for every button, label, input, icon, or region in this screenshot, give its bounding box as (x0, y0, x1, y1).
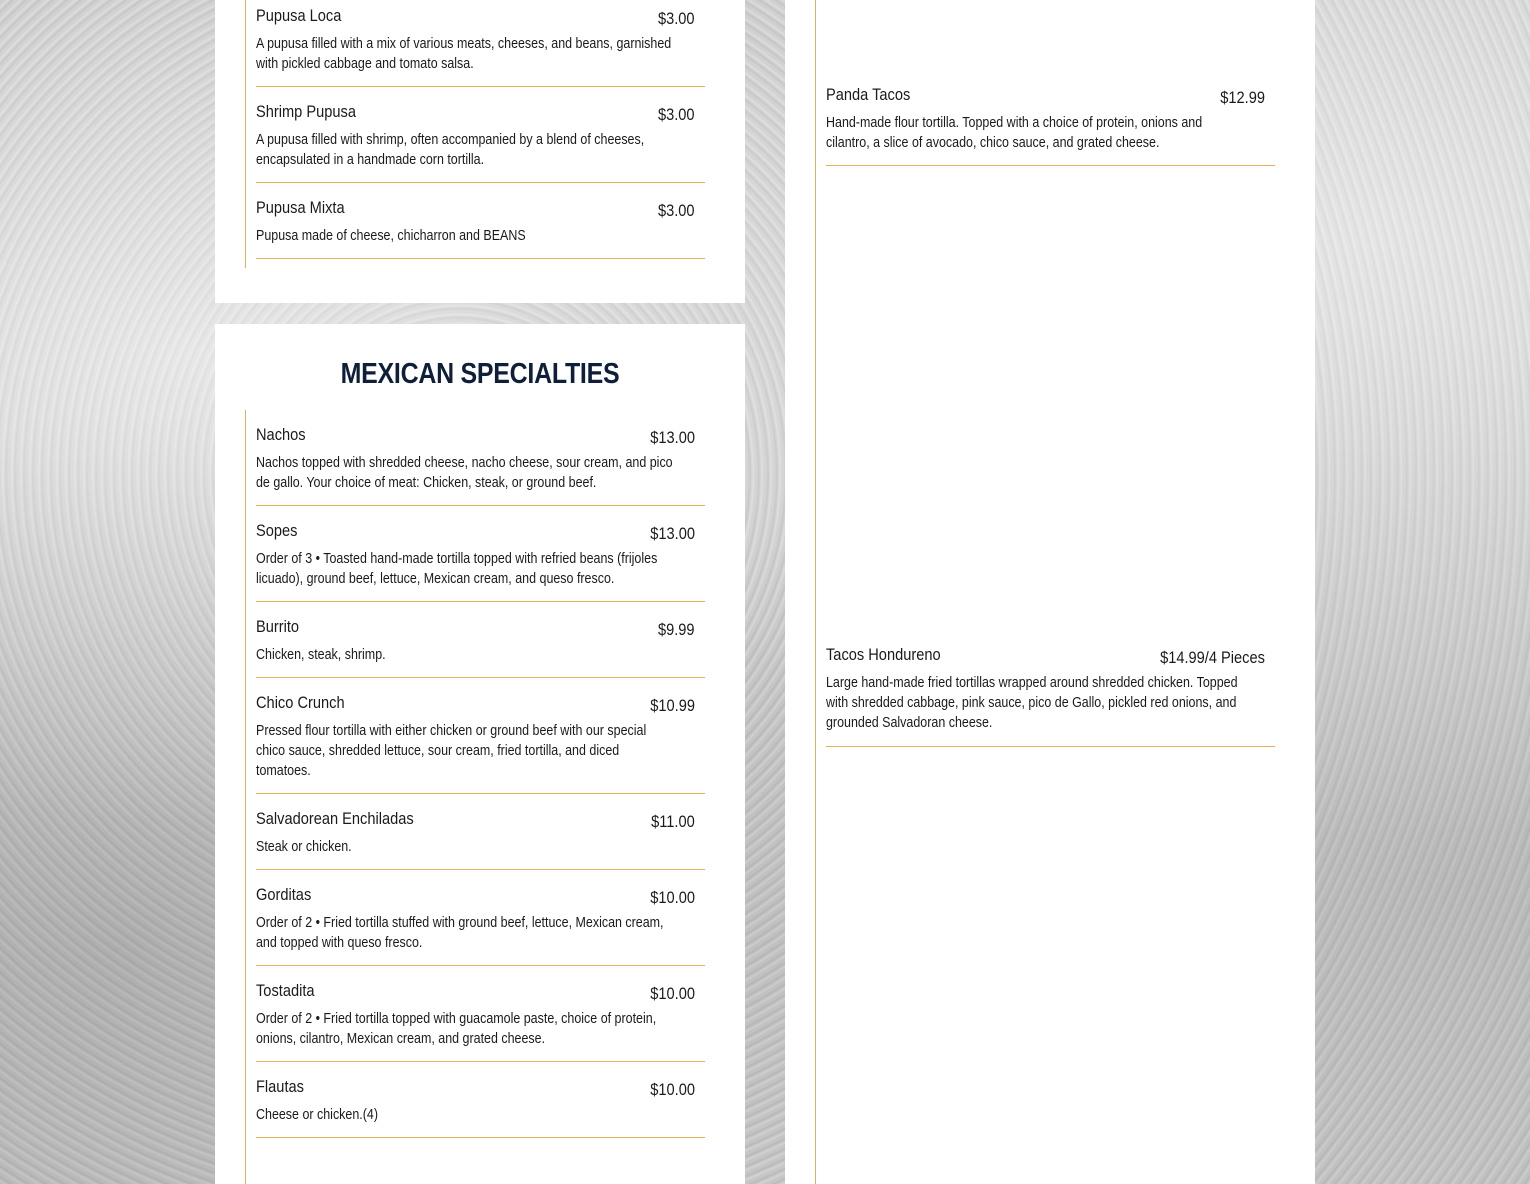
item-name: Salvadorean Enchiladas (256, 809, 414, 828)
menu-item-shrimp-pupusa[interactable] (256, 102, 705, 183)
section-divider-line (815, 0, 816, 1184)
item-name: Shrimp Pupusa (256, 102, 356, 121)
menu-item-flautas[interactable] (256, 1077, 705, 1138)
item-price: $3.00 (658, 105, 695, 124)
item-description: Order of 2 • Fried tortilla topped with guacamole paste, choice of protein, onions, cilantro, Mexican cream, and grated cheese. (256, 1011, 657, 1047)
item-description: Hand-made flour tortilla. Topped with a choice of protein, onions and cilantro, a slice of avocado, chico sauce, and grated cheese. (826, 115, 1203, 151)
item-name: Pupusa Loca (256, 6, 342, 25)
item-description: Order of 3 • Toasted hand-made tortilla topped with refried beans (frijoles licuado), ground beef, lettuce, Mexican cream, and queso fresco. (256, 551, 658, 587)
item-name: Burrito (256, 617, 300, 636)
menu-item-pupusa-loca[interactable] (256, 6, 705, 87)
item-price: $10.00 (650, 984, 695, 1003)
item-description: Order of 2 • Fried tortilla stuffed with ground beef, lettuce, Mexican cream, and topped with queso fresco. (256, 915, 664, 951)
item-price: $13.00 (650, 428, 695, 447)
item-description: Chicken, steak, shrimp. (256, 647, 386, 663)
item-description: A pupusa filled with shrimp, often accompanied by a blend of cheeses, encapsulated in a handmade corn tortilla. (256, 132, 645, 168)
item-name: Flautas (256, 1077, 304, 1096)
item-description: Pupusa made of cheese, chicharron and BEANS (256, 228, 526, 244)
mexican-specialties-section (215, 324, 745, 1184)
menu-item-pupusa-mixta[interactable] (256, 198, 705, 259)
item-description: A pupusa filled with a mix of various meats, cheeses, and beans, garnished with pickled cabbage and tomato salsa. (256, 36, 672, 72)
item-description: Cheese or chicken.(4) (256, 1107, 378, 1123)
item-description: Steak or chicken. (256, 839, 352, 855)
item-name: Sopes (256, 521, 298, 540)
pupusas-section (215, 0, 745, 303)
item-name: Tacos Hondureno (826, 645, 941, 664)
menu-item-nachos[interactable] (256, 425, 705, 506)
menu-item-tacos-hondureno[interactable] (826, 645, 1275, 747)
item-name: Pupusa Mixta (256, 198, 345, 217)
item-name: Chico Crunch (256, 693, 345, 712)
item-price: $13.00 (650, 524, 695, 543)
menu-item-salvadorean-enchiladas[interactable] (256, 809, 705, 870)
item-description: Large hand-made fried tortillas wrapped around shredded chicken. Topped with shredded cabbage, pink sauce, pico de Gallo, pickled red onions, and grounded Salvadoran cheese. (826, 675, 1238, 731)
item-price: $3.00 (658, 9, 695, 28)
item-price: $12.99 (1220, 88, 1265, 107)
menu-item-sopes[interactable] (256, 521, 705, 602)
menu-item-gorditas[interactable] (256, 885, 705, 966)
section-divider-line (245, 0, 246, 268)
item-name: Panda Tacos (826, 85, 911, 104)
menu-item-burrito[interactable] (256, 617, 705, 678)
item-name: Nachos (256, 425, 306, 444)
item-name: Tostadita (256, 981, 315, 1000)
item-price: $3.00 (658, 201, 695, 220)
item-price: $10.00 (650, 888, 695, 907)
menu-item-panda-tacos[interactable] (826, 85, 1275, 166)
menu-item-chico-crunch[interactable] (256, 693, 705, 794)
item-price: $14.99/4 Pieces (1160, 648, 1265, 667)
item-price: $11.00 (651, 812, 695, 831)
item-description: Nachos topped with shredded cheese, nacho cheese, sour cream, and pico de gallo. Your choice of meat: Chicken, steak, or ground beef. (256, 455, 673, 491)
menu-item-tostadita[interactable] (256, 981, 705, 1062)
item-description: Pressed flour tortilla with either chicken or ground beef with our special chico sauce, shredded lettuce, sour cream, fried tortilla, and diced tomatoes. (256, 723, 647, 779)
section-title: MEXICAN SPECIALTIES (340, 358, 620, 390)
section-divider-line (245, 410, 246, 1184)
item-name: Gorditas (256, 885, 312, 904)
item-price: $10.00 (650, 1080, 695, 1099)
tacos-section (785, 0, 1315, 1184)
item-price: $10.99 (650, 696, 695, 715)
item-price: $9.99 (658, 620, 695, 639)
